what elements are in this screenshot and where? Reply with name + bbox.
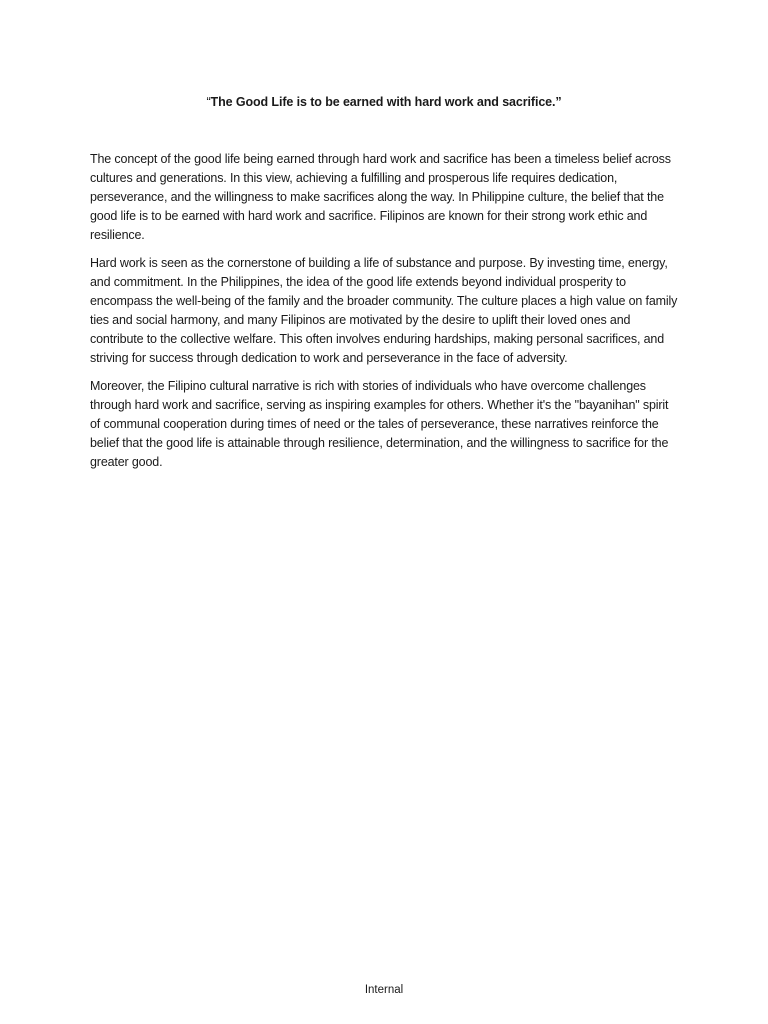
paragraph-3: Moreover, the Filipino cultural narrative is rich with stories of individuals who have overcome challenges through hard work and sacrifice, serving as inspiring examples for others. Whether it's the "bayanihan" spirit of communal cooperation during times of need or the tales of perseverance, these narratives reinforce the belief that the good life is attainable through resilience, determination, and the willingness to sacrifice for the greater good. [90, 379, 669, 469]
paragraph-2: Hard work is seen as the cornerstone of building a life of substance and purpose. By investing time, energy, and commitment. In the Philippines, the idea of the good life extends beyond individual prosperity to encompass the well-being of the family and the broader community. The culture places a high value on family ties and social harmony, and many Filipinos are motivated by the desire to uplift their loved ones and contribute to the collective welfare. This often involves enduring hardships, making personal sacrifices, and striving for success through dedication to work and perseverance in the face of adversity. [90, 256, 678, 365]
classification-footer: Internal [364, 984, 404, 996]
paragraph-1: The concept of the good life being earned through hard work and sacrifice has been a timeless belief across cultures and generations. In this view, achieving a fulfilling and prosperous life requires dedication, perseverance, and the willingness to make sacrifices along the way. In Philippine culture, the belief that the good life is to be earned with hard work and sacrifice. Filipinos are known for their strong work ethic and resilience. [90, 152, 671, 242]
title-text: The Good Life is to be earned with hard work and sacrifice.” [210, 95, 562, 109]
document-title [0, 93, 768, 111]
title-open-quote: “ [206, 95, 211, 109]
document-body [90, 150, 678, 481]
